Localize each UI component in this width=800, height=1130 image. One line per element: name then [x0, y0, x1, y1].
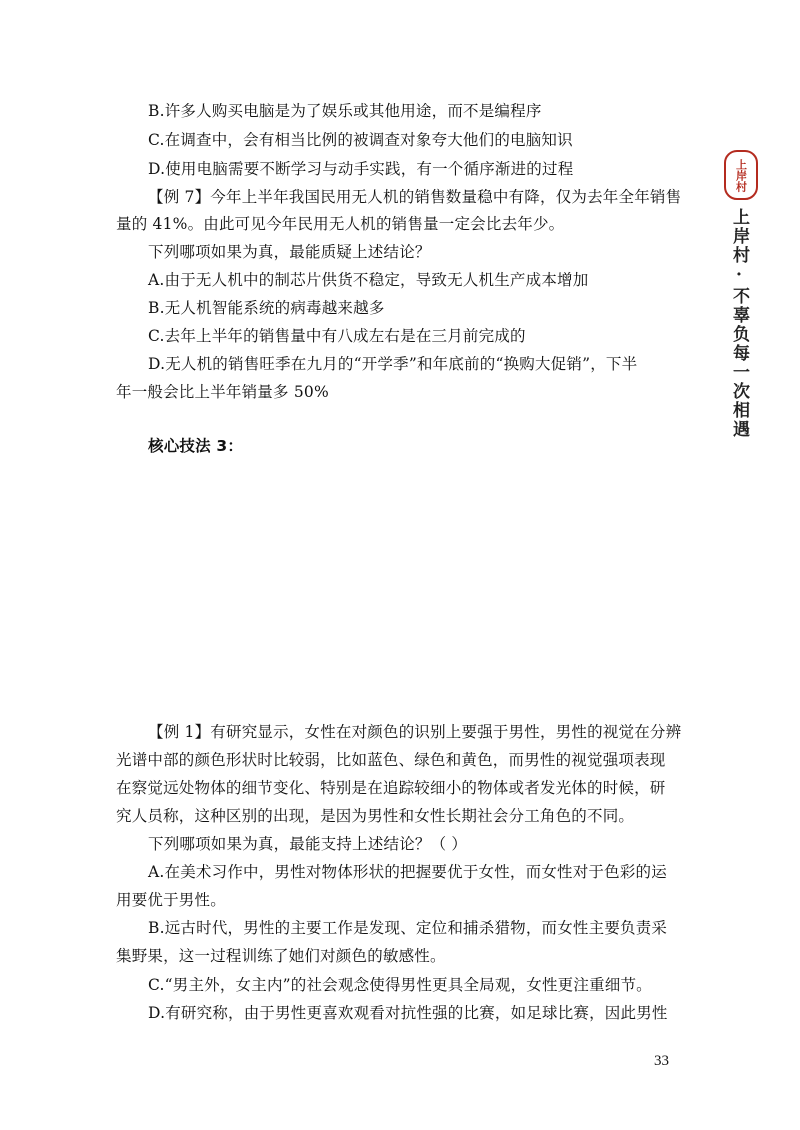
example7-option-d-line2: 年一般会比上半年销量多 50%: [116, 383, 329, 401]
example7-question: 下列哪项如果为真，最能质疑上述结论？: [148, 243, 431, 261]
example7-option-a: A.由于无人机中的制芯片供货不稳定，导致无人机生产成本增加: [148, 271, 589, 289]
example7-option-d-line1: D.无人机的销售旺季在九月的“开学季”和年底前的“换购大促销”，下半: [148, 355, 638, 373]
example7-stem-line1: 【例 7】今年上半年我国民用无人机的销售数量稳中有降，仅为去年全年销售: [148, 188, 682, 206]
example7-stem-line2: 量的 41%。由此可见今年民用无人机的销售量一定会比去年少。: [116, 215, 565, 233]
example1-option-d: D.有研究称，由于男性更喜欢观看对抗性强的比赛，如足球比赛，因此男性: [148, 1004, 668, 1022]
option-d-line: D.使用电脑需要不断学习与动手实践，有一个循序渐进的过程: [148, 160, 574, 178]
page-number: 33: [654, 1053, 669, 1069]
example1-option-b-line2: 集野果，这一过程训练了她们对颜色的敏感性。: [116, 947, 446, 965]
example1-question: 下列哪项如果为真，最能支持上述结论？（ ）: [148, 835, 468, 853]
example7-option-b: B.无人机智能系统的病毒越来越多: [148, 299, 385, 317]
example1-option-c: C.“男主外，女主内”的社会观念使得男性更具全局观，女性更注重细节。: [148, 976, 652, 994]
example1-stem-line3: 在察觉远处物体的细节变化、特别是在追踪较细小的物体或者发光体的时候，研: [116, 779, 666, 797]
example1-stem-line4: 究人员称，这种区别的出现，是因为男性和女性长期社会分工角色的不同。: [116, 807, 635, 825]
option-c-line: C.在调查中，会有相当比例的被调查对象夸大他们的电脑知识: [148, 131, 573, 149]
example1-option-a-line2: 用要优于男性。: [116, 891, 226, 909]
option-b-line: B.许多人购买电脑是为了娱乐或其他用途，而不是编程序: [148, 102, 542, 120]
brand-seal-icon: 上岸村: [724, 150, 758, 200]
section-heading: 核心技法 3：: [148, 437, 244, 455]
example1-option-b-line1: B.远古时代，男性的主要工作是发现、定位和捕杀猎物，而女性主要负责采: [148, 919, 668, 937]
example1-option-a-line1: A.在美术习作中，男性对物体形状的把握要优于女性，而女性对于色彩的运: [148, 863, 667, 881]
example7-option-c: C.去年上半年的销售量中有八成左右是在三月前完成的: [148, 327, 526, 345]
brand-slogan: 上岸村·不辜负每一次相遇: [729, 208, 749, 439]
example1-stem-line1: 【例 1】有研究显示，女性在对颜色的识别上要强于男性，男性的视觉在分辨: [148, 723, 682, 741]
example1-stem-line2: 光谱中部的颜色形状时比较弱，比如蓝色、绿色和黄色，而男性的视觉强项表现: [116, 751, 666, 769]
